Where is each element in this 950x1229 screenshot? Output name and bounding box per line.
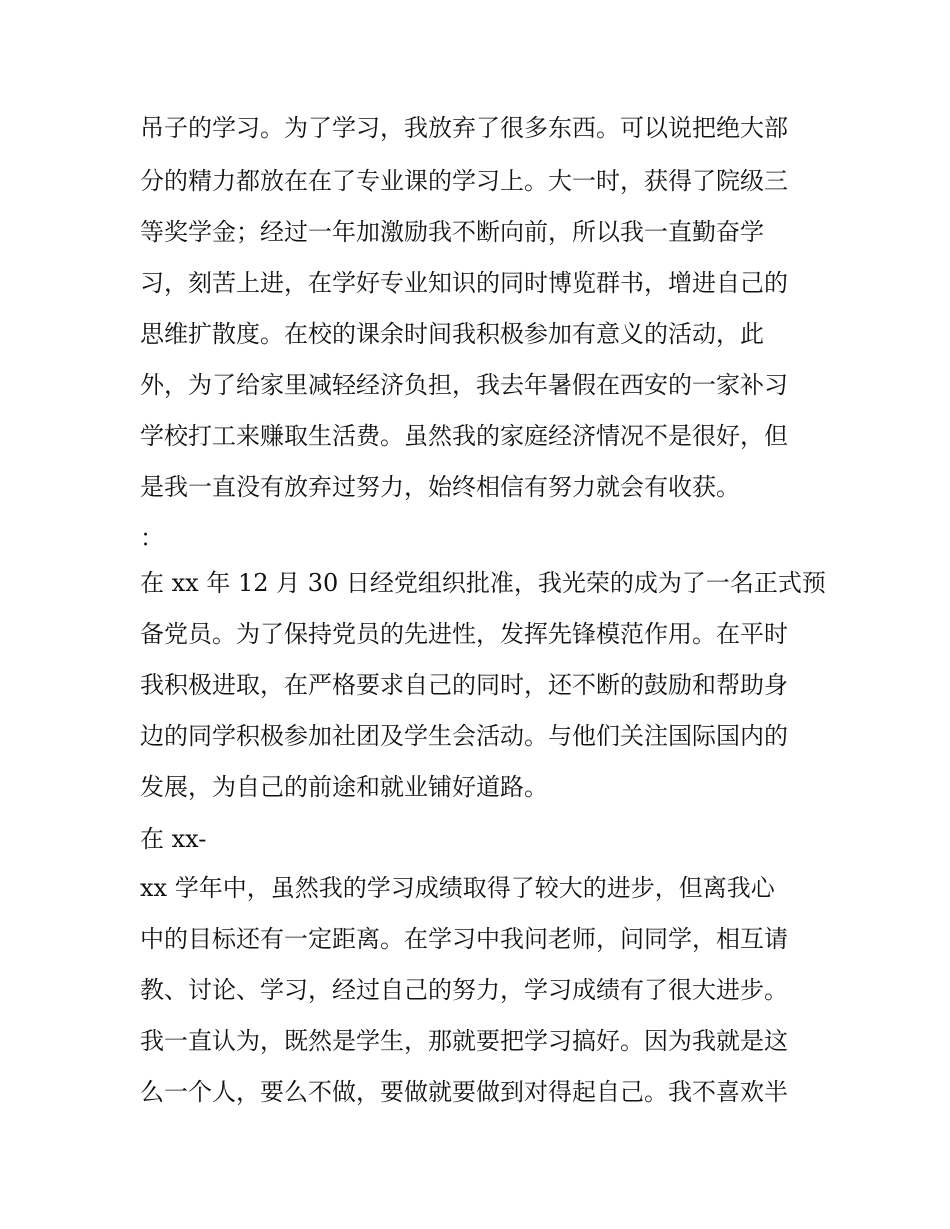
text-line: 中的目标还有一定距离。在学习中我问老师，问同学，相互请 (140, 925, 788, 953)
text-line: 么一个人，要么不做，要做就要做到对得起自己。我不喜欢半 (140, 1078, 788, 1106)
text-line: 习，刻苦上进，在学好专业知识的同时博览群书，增进自己的 (140, 269, 788, 297)
text-line: 备党员。为了保持党员的先进性，发挥先锋模范作用。在平时 (140, 620, 788, 648)
text-line: 吊子的学习。为了学习，我放弃了很多东西。可以说把绝大部 (140, 114, 788, 142)
text-line: 教、讨论、学习，经过自己的努力，学习成绩有了很大进步。 (140, 976, 788, 1004)
text-line: 边的同学积极参加社团及学生会活动。与他们关注国际国内的 (140, 722, 788, 750)
text-line: 外，为了给家里减轻经济负担，我去年暑假在西安的一家补习 (140, 371, 788, 399)
text-line: 是我一直没有放弃过努力，始终相信有努力就会有收获。 (140, 473, 740, 501)
text-line: 我一直认为，既然是学生，那就要把学习搞好。因为我就是这 (140, 1027, 788, 1055)
text-line: 我积极进取，在严格要求自己的同时，还不断的鼓励和帮助身 (140, 671, 788, 699)
text-line: ： (140, 524, 164, 552)
text-line: 在 xx 年 12 月 30 日经党组织批准，我光荣的成为了一名正式预 (140, 569, 826, 597)
text-line: 学校打工来赚取生活费。虽然我的家庭经济情况不是很好，但 (140, 422, 788, 450)
text-line: 分的精力都放在在了专业课的学习上。大一时，获得了院级三 (140, 167, 788, 195)
text-line: 思维扩散度。在校的课余时间我积极参加有意义的活动，此 (140, 320, 764, 348)
text-line: xx 学年中，虽然我的学习成绩取得了较大的进步，但离我心 (140, 874, 775, 902)
text-line: 发展，为自己的前途和就业铺好道路。 (140, 773, 548, 801)
text-line: 等奖学金；经过一年加激励我不断向前，所以我一直勤奋学 (140, 218, 764, 246)
text-line: 在 xx- (140, 825, 207, 853)
